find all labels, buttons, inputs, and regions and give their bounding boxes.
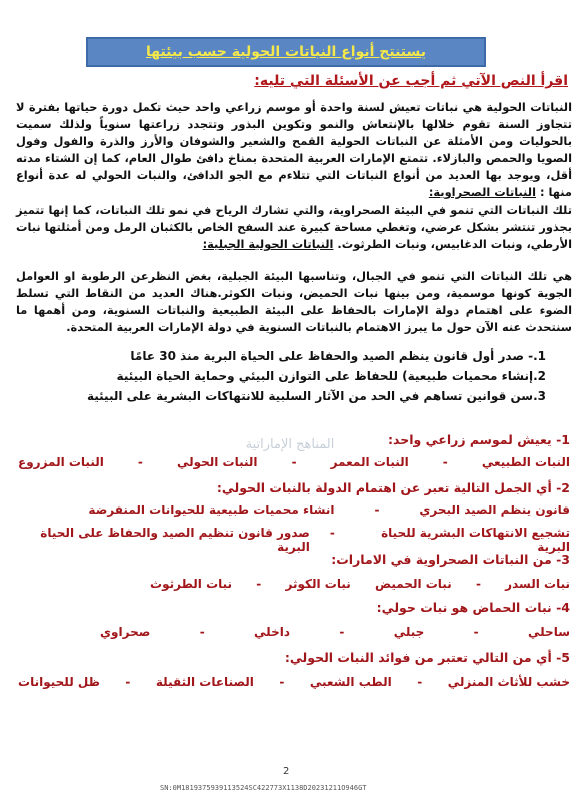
option: جبلي (393, 625, 425, 639)
serial-footer: SN:0M1819375939113524SC422773X1138D20231211O946GT (160, 784, 367, 792)
list-item: 2.إنشاء محميات طبيعية) للحفاظ على التوازن البيئي وحماية الحياة البيئية (116, 369, 546, 383)
question-2-options-row-1 (18, 503, 570, 517)
separator: - (374, 503, 380, 517)
option: الطب الشعبي (309, 675, 392, 689)
question-3: 3- من النباتات الصحراوية في الامارات: (331, 552, 570, 567)
question-1-options (18, 455, 570, 469)
question-5-options (18, 675, 570, 689)
question-2-options-row-2 (18, 526, 570, 554)
option: صحراوي (100, 625, 151, 639)
question-2: 2- أي الجمل التالية تعبر عن اهتمام الدولة بالنبات الحولي: (216, 480, 570, 495)
question-4: 4- نبات الحماض هو نبات حولي: (376, 600, 570, 615)
paragraph-2-text: تلك النباتات التي تنمو في البيئة الصحراوية، والتي تشارك الرياح في نمو تلك النباتات، كما إنها تتميز بجذور تنتشر بشكل عرضي، وتغطي مساحة كبيرة عند السفح الخاص بالكثبان الرمل ومن أمثلتها نبات الأرطي، ونبات الدغابيس، ونبات الطرثوث. (16, 203, 572, 251)
option: النبات الطبيعي (481, 455, 570, 469)
question-3-options (150, 577, 570, 591)
paragraph-annual-plants (16, 99, 572, 201)
separator: - (442, 455, 448, 469)
separator: - (417, 675, 423, 689)
option: داخلي (254, 625, 290, 639)
separator: - (291, 455, 297, 469)
separator: - (137, 455, 143, 469)
option: انشاء محميات طبيعية للحيوانات المنقرضة (88, 503, 335, 517)
option: ساحلي (528, 625, 570, 639)
title-banner (86, 37, 486, 67)
option: ظل للحيوانات (18, 675, 100, 689)
option: نبات الكوثر (285, 577, 351, 591)
question-4-options (100, 625, 570, 639)
separator: - (473, 625, 479, 639)
question-1: 1- يعيش لموسم زراعي واحد: (388, 432, 570, 447)
page-number: 2 (283, 766, 290, 777)
instructions: اقرأ النص الآتي ثم أجب عن الأسئلة التي تليه: (254, 73, 568, 89)
page-title: يستنتج أنواع النباتات الحولية حسب بيئتها (145, 44, 427, 60)
paragraph-mountain-plants: هي تلك النباتات التي تنمو في الجبال، وتناسبها البيئة الجبلية، بغض النظرعن الرطوبة او العوامل الجوية كونها موسمية، ومن بينها نبات الحميض، ونبات الكوثر.هناك العديد من النقاط التي تسلط الضوء على اهتمام دولة الإمارات بالحفاظ على البيئة الطبيعية والنباتات السنوية، ومن أهمها ما سنتحدث عنه الآن حول ما يبرز الاهتمام بالنباتات السنوية في دولة الإمارات العربية المتحدة. (16, 269, 572, 334)
option: خشب للأثاث المنزلي (447, 675, 570, 689)
paragraph-1-text: النباتات الحولية هي نباتات تعيش لسنة واحدة أو موسم زراعي واحد حيث تكمل دورة حياتها بفترة لا تتجاوز السنة تقوم خلالها بالإنتعاش والنمو وتكوين البذور وتتجدد زراعتها سنوياً ولذلك سميت بالحوليات ومن الأمثلة عن النباتات الحولية القمح والشعير والشوفان والأرز والذرة والفول وفول الصويا والحمص والبازلاء. تتمتع الإمارات العربية المتحدة بمناخ دافئ طوال العام، كما إن الشتاء مدته أقل، ويوجد بها العديد من أنواع النباتات التي تتلاءم مع الجو الدافئ، والنبات الحولي له عدة أنواع منها : (16, 100, 572, 199)
separator: - (125, 675, 131, 689)
option: النبات المعمر (330, 455, 409, 469)
option: نبات الحميض (374, 577, 452, 591)
subheading-mountain-plants: النباتات الحولية الجبلية: (202, 237, 334, 251)
option: قانون ينظم الصيد البحري (419, 503, 570, 517)
separator: - (279, 675, 285, 689)
option: صدور قانون تنظيم الصيد والحفاظ على الحياة البرية (40, 526, 310, 554)
option: النبات المزروع (18, 455, 104, 469)
separator: - (199, 625, 205, 639)
option: نبات السدر (505, 577, 570, 591)
separator: - (329, 526, 335, 540)
option: الصناعات الثقيلة (155, 675, 254, 689)
uae-measures-list (26, 346, 546, 406)
separator: - (475, 577, 481, 591)
list-item: 3.سن قوانين تساهم في الحد من الآثار السلبية للانتهاكات البشرية على البيئية (86, 389, 546, 403)
option: تشجيع الانتهاكات البشرية للحياة البرية (381, 526, 570, 554)
option: نبات الطرثوث (150, 577, 233, 591)
subheading-desert-plants: النباتات الصحراوية: (428, 185, 536, 199)
list-item: 1.- صدر أول قانون ينظم الصيد والحفاظ على الحياة البرية منذ 30 عامًا (130, 349, 546, 363)
paragraph-desert-plants (16, 202, 572, 253)
question-5: 5- أي من التالي تعتبر من فوائد النبات الحولي: (284, 650, 570, 665)
separator: - (339, 625, 345, 639)
option: النبات الحولي (176, 455, 258, 469)
watermark: المناهج الإماراتية (245, 437, 335, 452)
separator: - (256, 577, 262, 591)
